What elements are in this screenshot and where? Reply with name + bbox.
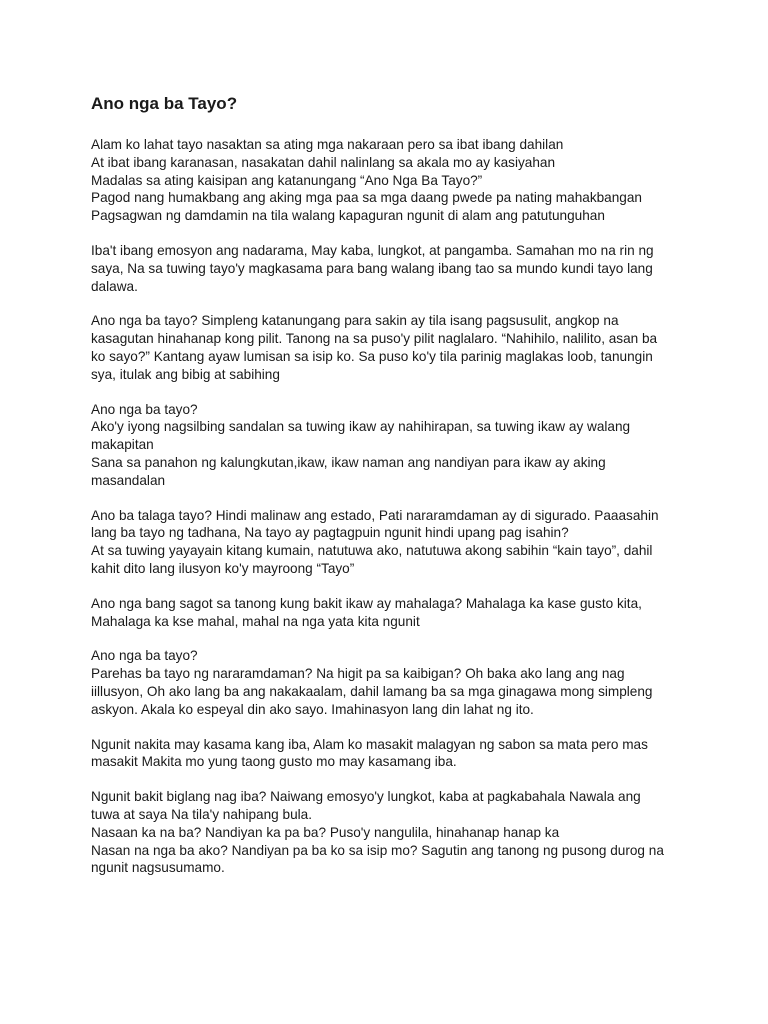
paragraph-line: Iba't ibang emosyon ang nadarama, May kaba, lungkot, at pangamba. Samahan mo na rin ng — [91, 242, 654, 258]
document-title: Ano nga ba Tayo? — [91, 94, 238, 113]
paragraph-line: At sa tuwing yayayain kitang kumain, natutuwa ako, natutuwa akong sabihin “kain tayo”, dahil — [91, 543, 653, 559]
paragraph-line: Ano nga ba tayo? — [91, 648, 198, 664]
paragraph-line: Ano nga ba tayo? Simpleng katanungang para sakin ay tila isang pagsusulit, angkop na — [91, 313, 619, 329]
paragraph — [91, 507, 691, 578]
paragraph-line: Mahalaga ka kse mahal, mahal na nga yata kita ngunit — [91, 613, 420, 629]
paragraph-line: Parehas ba tayo ng nararamdaman? Na higit pa sa kaibigan? Oh baka ako lang ang nag — [91, 666, 625, 682]
paragraph-line: iillusyon, Oh ako lang ba ang nakakaalam, dahil lamang ba sa mga ginagawa mong simpleng — [91, 683, 653, 699]
paragraph-line: kasagutan hinahanap kong pilit. Tanong na sa puso'y pilit naglalaro. “Nahihilo, nalilito, asan ba — [91, 331, 658, 347]
paragraph — [91, 736, 691, 772]
paragraph-line: Ano nga ba tayo? — [91, 401, 198, 417]
paragraph — [91, 595, 691, 631]
paragraph-line: lang ba tayo ng tadhana, Na tayo ay pagtagpuin ngunit hindi upang pag isahin? — [91, 525, 569, 541]
paragraph-line: ko sayo?” Kantang ayaw lumisan sa isip ko. Sa puso ko'y tila parinig maglakas loob, tanungin — [91, 348, 653, 364]
paragraph-line: Ano nga bang sagot sa tanong kung bakit ikaw ay mahalaga? Mahalaga ka kase gusto kita, — [91, 595, 642, 611]
paragraph-line: Ngunit nakita may kasama kang iba, Alam ko masakit malagyan ng sabon sa mata pero mas — [91, 736, 648, 752]
paragraph — [91, 242, 691, 295]
paragraph-line: saya, Na sa tuwing tayo'y magkasama para bang walang ibang tao sa mundo kundi tayo lang — [91, 260, 653, 276]
paragraph-line: Ano ba talaga tayo? Hindi malinaw ang estado, Pati nararamdaman ay di sigurado. Paaasahin — [91, 507, 659, 523]
paragraph — [91, 312, 691, 383]
paragraph — [91, 788, 691, 877]
paragraph — [91, 401, 691, 490]
paragraph-line: At ibat ibang karanasan, nasakatan dahil nalinlang sa akala mo ay kasiyahan — [91, 154, 556, 170]
paragraph-line: masakit Makita mo yung taong gusto mo may kasamang iba. — [91, 754, 457, 770]
paragraph-line: Pagsagwan ng damdamin na tila walang kapaguran ngunit di alam ang patutunguhan — [91, 208, 605, 224]
paragraph — [91, 136, 691, 225]
paragraph-line: Ako'y iyong nagsilbing sandalan sa tuwing ikaw ay nahihirapan, sa tuwing ikaw ay walang — [91, 419, 631, 435]
document-page — [91, 93, 691, 894]
paragraph-line: tuwa at saya Na tila'y nahipang bula. — [91, 806, 312, 822]
paragraph-line: Madalas sa ating kaisipan ang katanungang “Ano Nga Ba Tayo?” — [91, 172, 483, 188]
paragraph-line: sya, itulak ang bibig at sabihing — [91, 366, 280, 382]
paragraph-line: masandalan — [91, 472, 166, 488]
paragraph — [91, 647, 691, 718]
paragraph-line: Ngunit bakit biglang nag iba? Naiwang emosyo'y lungkot, kaba at pagkabahala Nawala ang — [91, 789, 641, 805]
paragraph-line: Nasan na nga ba ako? Nandiyan pa ba ko sa isip mo? Sagutin ang tanong ng pusong durog na — [91, 842, 664, 858]
paragraph-line: kahit dito lang ilusyon ko'y mayroong “Tayo” — [91, 560, 355, 576]
paragraph-line: askyon. Akala ko espeyal din ako sayo. Imahinasyon lang din lahat ng ito. — [91, 701, 534, 717]
paragraph-line: ngunit nagsusumamo. — [91, 860, 225, 876]
paragraph-line: Nasaan ka na ba? Nandiyan ka pa ba? Puso'y nangulila, hinahanap hanap ka — [91, 824, 560, 840]
paragraph-line: makapitan — [91, 437, 154, 453]
paragraph-line: Alam ko lahat tayo nasaktan sa ating mga nakaraan pero sa ibat ibang dahilan — [91, 137, 564, 152]
document-body — [91, 136, 691, 877]
paragraph-line: Sana sa panahon ng kalungkutan,ikaw, ikaw naman ang nandiyan para ikaw ay aking — [91, 454, 606, 470]
paragraph-line: dalawa. — [91, 278, 138, 294]
paragraph-line: Pagod nang humakbang ang aking mga paa sa mga daang pwede pa nating mahakbangan — [91, 190, 642, 206]
